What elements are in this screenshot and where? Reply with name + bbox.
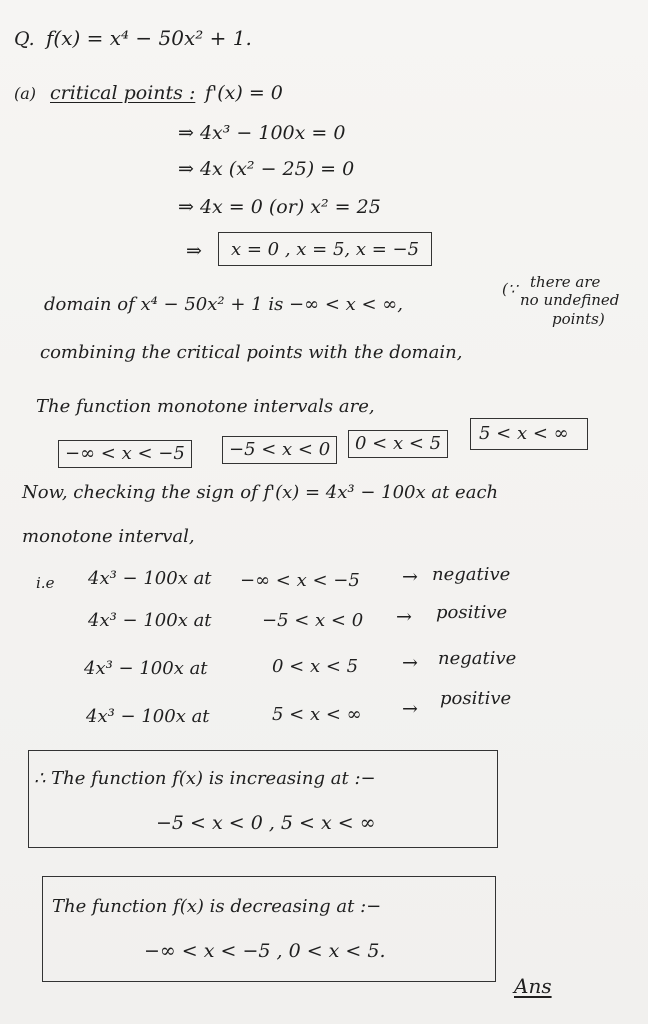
- row-4-expr: 4x³ − 100x at: [86, 706, 210, 727]
- row-2-interval: −5 < x < 0: [262, 610, 364, 631]
- decreasing-line1: The function f(x) is decreasing at :−: [52, 896, 382, 917]
- step-2: ⇒ 4x (x² − 25) = 0: [178, 158, 355, 180]
- domain-note-line2: no undefined: [520, 291, 620, 309]
- row-3-arrow: →: [402, 652, 418, 674]
- row-2-arrow: →: [396, 606, 412, 628]
- increasing-line1: ∴ The function f(x) is increasing at :−: [34, 768, 376, 789]
- interval-box-1: −∞ < x < −5: [58, 440, 192, 468]
- answer-signature: Ans: [514, 974, 552, 998]
- row-2-sign: positive: [436, 602, 508, 623]
- row-3-interval: 0 < x < 5: [272, 656, 359, 677]
- derivative-condition: f'(x) = 0: [205, 82, 283, 104]
- interval-box-4: 5 < x < ∞: [470, 418, 588, 450]
- row-1-expr: 4x³ − 100x at: [88, 568, 212, 589]
- decreasing-line2: −∞ < x < −5 , 0 < x < 5.: [144, 940, 386, 962]
- row-4-sign: positive: [440, 688, 512, 709]
- domain-note-prefix: (∵: [502, 280, 518, 298]
- row-4-interval: 5 < x < ∞: [272, 704, 362, 725]
- interval-box-2: −5 < x < 0: [222, 436, 337, 464]
- increasing-line2: −5 < x < 0 , 5 < x < ∞: [156, 812, 376, 834]
- question-label: Q.: [14, 28, 35, 50]
- row-1-interval: −∞ < x < −5: [240, 570, 360, 591]
- row-3-expr: 4x³ − 100x at: [84, 658, 208, 679]
- critical-points-box: x = 0 , x = 5, x = −5: [218, 232, 432, 266]
- decreasing-box: [42, 876, 496, 982]
- sign-check-line2: monotone interval,: [22, 526, 195, 547]
- question-function: f(x) = x⁴ − 50x² + 1.: [46, 26, 252, 50]
- critical-points-heading: critical points :: [50, 82, 196, 104]
- domain-note-line3: points): [552, 310, 605, 328]
- part-a-label: (a): [14, 84, 37, 103]
- intervals-heading: The function monotone intervals are,: [36, 396, 375, 417]
- step-1: ⇒ 4x³ − 100x = 0: [178, 122, 346, 144]
- sign-check-line1: Now, checking the sign of f'(x) = 4x³ − 100x at each: [22, 482, 499, 503]
- row-2-expr: 4x³ − 100x at: [88, 610, 212, 631]
- row-3-sign: negative: [438, 648, 517, 669]
- step-3: ⇒ 4x = 0 (or) x² = 25: [178, 196, 381, 218]
- interval-box-3: 0 < x < 5: [348, 430, 448, 458]
- domain-note-line1: there are: [530, 273, 601, 291]
- domain-line: domain of x⁴ − 50x² + 1 is −∞ < x < ∞,: [44, 294, 404, 315]
- combining-line: combining the critical points with the domain,: [40, 342, 463, 363]
- row-1-sign: negative: [432, 564, 511, 585]
- step-4-arrow: ⇒: [186, 240, 202, 262]
- sign-check-prefix: i.e: [36, 574, 55, 592]
- row-1-arrow: →: [402, 566, 418, 588]
- row-4-arrow: →: [402, 698, 418, 720]
